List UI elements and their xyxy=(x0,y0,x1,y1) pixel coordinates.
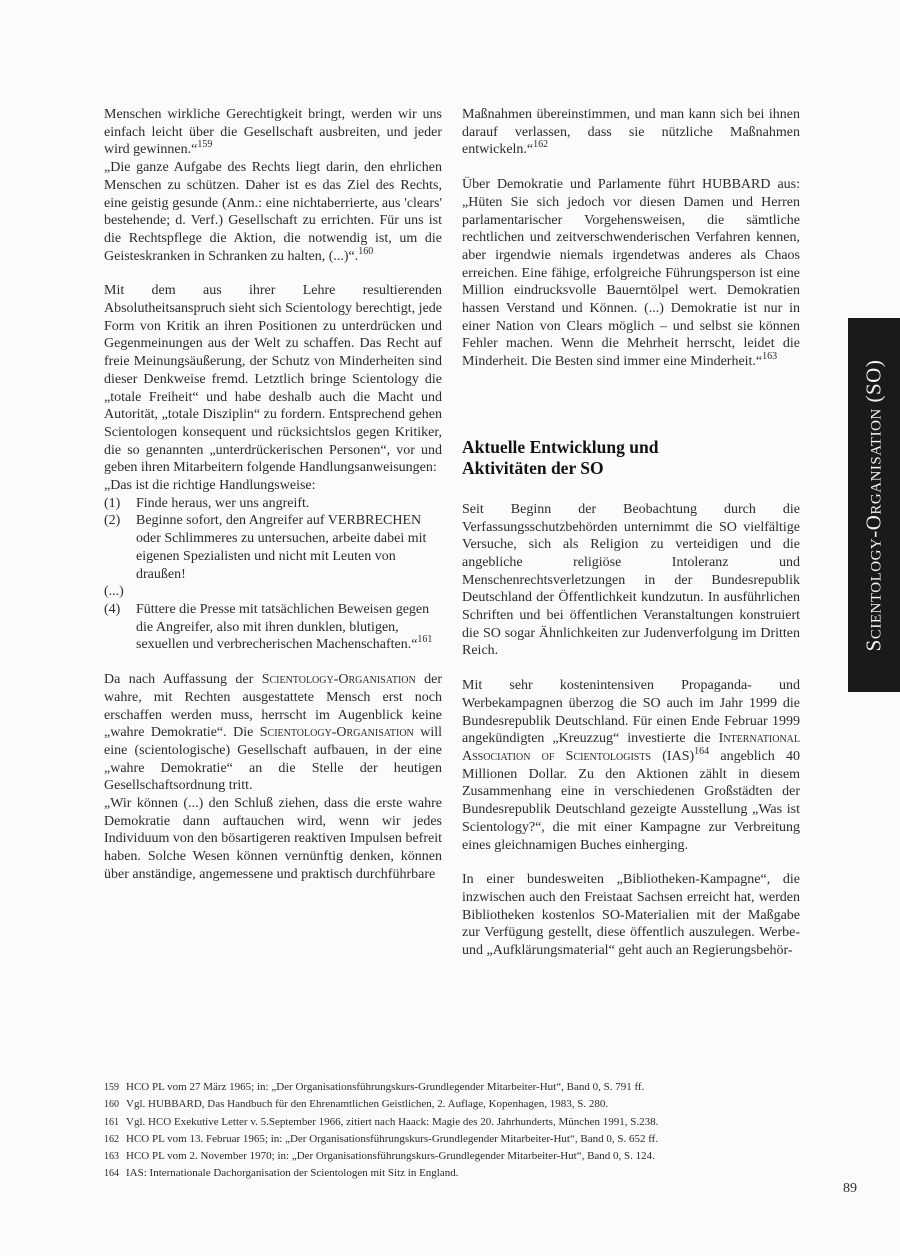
paragraph: Maßnahmen übereinstimmen, und man kann sich bei ihnen darauf verlassen, dass sie nützliche Maßnahmen entwickeln.“$^{162}$ xyxy=(462,107,800,158)
quote-intro: „Das ist die richtige Handlungsweise: xyxy=(104,478,316,494)
footnote-ref: 164 xyxy=(694,745,710,757)
paragraph: Seit Beginn der Beobachtung durch die Verfassungsschutzbehörden unternimmt die SO vielfältige Versuche, sich als Religion zu verteidigen und die angebliche religiöse Intoleranz und Menschenrechtsverletzungen in der Bundesrepublik Deutschland der Öffentlichkeit kundzutun. In ausführlichen Schriften und bei öffentlichen Veranstaltungen konstruiert die SO sogar Ähnlichkeiten zur Judenverfolgung im Dritten Reich. xyxy=(462,501,800,659)
left-column xyxy=(104,106,442,884)
quote-paragraph: „Wir können (...) den Schluß ziehen, dass die erste wahre Demokratie dann auftauchen wird, wenn wir jedes Individuum von den bösartigeren reaktiven Impulsen befreit haben. Solche Wesen können vernünftig denken, können über anständige, angemessene und praktisch durchführbare xyxy=(104,796,442,882)
section-heading: Aktuelle Entwicklung und Aktivitäten der SO xyxy=(462,436,659,478)
list-item: (2) Beginne sofort, den Angreifer auf VERBRECHEN oder Schlimmeres zu untersuchen, arbeite dabei mit eigenen Spezialisten und nicht mit Leuten von draußen! xyxy=(104,513,427,582)
section-tab-label: Scientology-Organisation (SO) xyxy=(861,359,886,651)
paragraph: Da nach Auffassung der Scientology-Organisation der wahre, mit Rechten ausgestattete Mensch erst noch erschaffen werden muss, herrscht im Augenblick keine „wahre Demokratie“. Die Scientology-Organisation will eine (scientologische) Gesellschaft aufbauen, in der eine „wahre Demokratie“ an die Stelle der heutigen Gesellschaftsordnung tritt. xyxy=(104,672,442,794)
paragraph: Menschen wirkliche Gerechtigkeit bringt, werden wir uns einfach leicht über die Gesellschaft ausbreiten, und jeder wird gewinnen.“$^{159}$ xyxy=(104,107,442,158)
footnote-ref: 162 xyxy=(533,139,549,151)
footnote: 162 HCO PL vom 13. Februar 1965; in: „Der Organisationsführungskurs-Grundlegender Mitarbeiter-Hut“, Band 0, S. 652 ff. xyxy=(104,1132,659,1145)
instruction-list xyxy=(104,495,442,654)
footnote: 161 Vgl. HCO Exekutive Letter v. 5.September 1966, zitiert nach Haack: Magie des 20. Jahrhunderts, München 1991, S.238. xyxy=(104,1115,659,1128)
footnote: 159 HCO PL vom 27 März 1965; in: „Der Organisationsführungskurs-Grundlegender Mitarbeiter-Hut“, Band 0, S. 791 ff. xyxy=(104,1081,645,1093)
footnote-ref: 161 xyxy=(417,634,433,646)
footnote: 163 HCO PL vom 2. November 1970; in: „Der Organisationsführungskurs-Grundlegender Mitarbeiter-Hut“, Band 0, S. 124. xyxy=(104,1150,655,1163)
footnote-ref: 163 xyxy=(762,351,778,363)
footnotes xyxy=(104,1079,804,1183)
paragraph: In einer bundesweiten „Bibliotheken-Kampagne“, die inzwischen auch den Freistaat Sachsen erreicht hat, werden Bibliotheken kostenlos SO-Materialien mit der Maßgabe zur Verfügung gestellt, diese öffentlich auszulegen. Werbe- und „Aufklärungsmaterial“ geht auch an Regierungsbehör- xyxy=(462,872,800,959)
right-column xyxy=(462,106,800,960)
quote-paragraph: „Die ganze Aufgabe des Rechts liegt darin, den ehrlichen Menschen zu schützen. Daher ist es das Ziel des Rechts, eine geistig gesunde (Anm.: eine nichtaberrierte, aus 'clears' bestehende; d. Verf.) Gesellschaft zu errichten. Für uns ist die Rechtspflege die Aktion, die notwendig ist, um die Geisteskranken in Schranken zu halten, (...)“.$^{160}$ xyxy=(104,160,442,264)
list-item: (4) Füttere die Presse mit tatsächlichen Beweisen gegen die Angreifer, also mit ihren dunklen, blutigen, sexuellen und verbrecherischen Machenschaften.“$^{161}$ xyxy=(104,601,433,653)
section-tab xyxy=(848,318,900,692)
footnote-ref: 159 xyxy=(197,139,213,151)
page-number: 89 xyxy=(843,1181,857,1196)
footnote-ref: 160 xyxy=(358,245,374,257)
paragraph: Mit sehr kostenintensiven Propaganda- und Werbekampagnen überzog die SO auch im Jahr 1999 die Bundesrepublik Deutschland. Für einen Ende Februar 1999 angekündigten „Kreuzzug“ investierte die International Association of Scientologists (IAS)$^{164}$ angeblich 40 Millionen Dollar. Zu den Aktionen zählt in diesem Zusammenhang eine in verschiedenen Großstädten der Bundesrepublik Deutschland gezeigte Ausstellung „Was ist Scientology?“, die mit einer Kampagne zur Verbreitung eines gleichnamigen Buches einherging. xyxy=(462,678,801,853)
paragraph: Mit dem aus ihrer Lehre resultierenden Absolutheitsanspruch sieht sich Scientology berechtigt, jede Form von Kritik an ihren Positionen zu unterdrücken und Gegenmeinungen aus der Welt zu schaffen. Das Recht auf freie Meinungsäußerung, der Schutz von Minderheiten sind dieser Denkweise fremd. Letztlich bringe Scientology die „totale Freiheit“ und habe deshalb auch die Macht und Autorität, „totale Disziplin“ zu fordern. Entsprechend gehen Scientologen konsequent und rücksichtslos gegen Kritiker, die so genannten „unterdrückerischen Personen“, vor und geben ihren Mitarbeitern folgende Handlungsanweisungen: xyxy=(104,283,442,476)
list-item: (...) xyxy=(104,584,124,600)
footnote: 164 IAS: Internationale Dachorganisation der Scientologen mit Sitz in England. xyxy=(104,1167,459,1180)
footnote: 160 Vgl. HUBBARD, Das Handbuch für den Ehrenamtlichen Geistlichen, 2. Auflage, Kopenhagen, 1983, S. 280. xyxy=(104,1098,609,1111)
paragraph: Über Demokratie und Parlamente führt HUBBARD aus: „Hüten Sie sich jedoch vor diesen Damen und Herren parlamentarischer Vorgehensweisen, die sämtliche rechtlichen und zeitverschwenderischen Verfahren kennen, aber irgendwie niemals irgendetwas anderes als Chaos erreichen. Eine fähige, erfolgreiche Führungsperson ist eine Million eindrucksvolle Bauerntölpel wert. Demokratien hassen Verstand und Können. (...) Demokratie ist nur in einer Nation von Clears möglich – und selbst sie können Fehler machen. Wenn die Mehrheit herrscht, leidet die Minderheit. Die Besten sind immer eine Minderheit.“$^{163}$ xyxy=(462,177,800,370)
list-item: (1) Finde heraus, wer uns angreift. xyxy=(104,495,310,511)
